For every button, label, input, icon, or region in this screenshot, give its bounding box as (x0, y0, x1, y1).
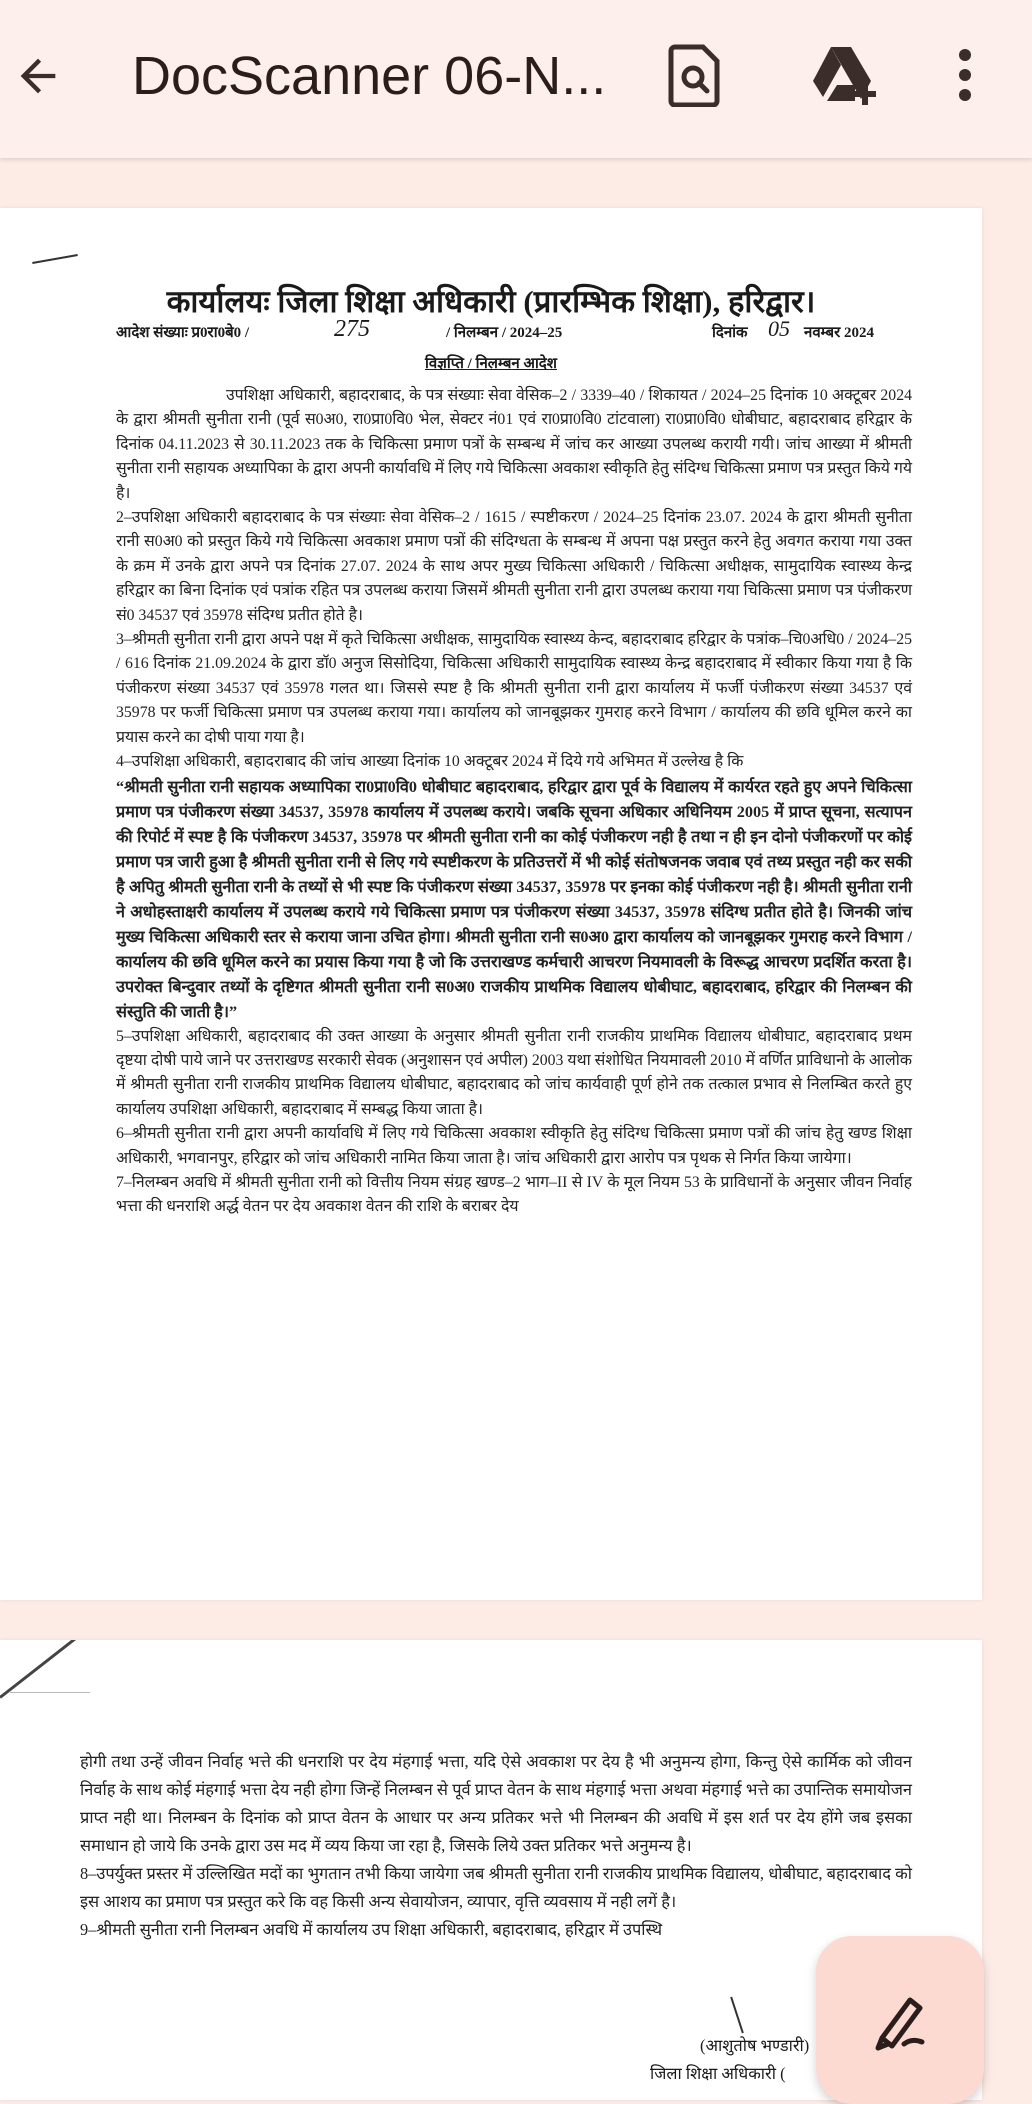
quoted-paragraph: “श्रीमती सुनीता रानी सहायक अध्यापिका रा0प्रा0वि0 धोबीघाट बहादराबाद, हरिद्वार द्वारा पूर्व के विद्यालय में कार्यरत रहते हुए अपने चिकित्सा प्रमाण पत्र पंजीकरण संख्या 34537, 35978 कार्यालय में उपलब्ध कराये। जबकि सूचना अधिकार अधिनियम 2005 में प्राप्त सूचना, सत्यापन की रिपोर्ट में स्पष्ट है कि पंजीकरण 34537, 35978 पर श्रीमती सुनीता रानी का कोई पंजीकरण नही है तथा न ही इन दोनो पंजीकरणों पर कोई प्रमाण पत्र जारी हुआ है श्रीमती सुनीता रानी से लिए गये स्पष्टीकरण के प्रतिउत्तरों में भी कोई संतोषजनक जवाब एवं तथ्य प्रस्तुत नही कर सकी है अपितु श्रीमती सुनीता रानी के तथ्यों से भी स्पष्ट कि पंजीकरण संख्या 34537, 35978 पर इनका कोई पंजीकरण नही है। श्रीमती सुनीता रानी ने अधोहस्ताक्षरी कार्यालय में उपलब्ध कराये गये चिकित्सा प्रमाण पत्र पंजीकरण संख्या 34537, 35978 संदिग्ध प्रतीत होते है। जिनकी जांच मुख्य चिकित्सा अधिकारी स्तर से कराया जाना उचित होगा। श्रीमती सुनीता रानी स0अ0 द्वारा कार्यालय को जानबूझकर गुमराह करने विभाग / कार्यालय की छवि धूमिल करने का प्रयास किया गया है जो कि उत्तराखण्ड कर्मचारी आचरण नियमावली के विरूद्ध आचरण प्रदर्शित करता है। उपरोक्त बिन्दुवार तथ्यों के दृष्टिगत श्रीमती सुनीता रानी स0अ0 राजकीय प्राथमिक विद्यालय धोबीघाट, बहादराबाद, हरिद्वार की निलम्बन की संस्तुति की जाती है।” (116, 777, 912, 1021)
handwritten-date: 05 (768, 316, 790, 341)
date-suffix: नवम्बर 2024 (804, 325, 874, 341)
app-bar (0, 0, 1032, 158)
handwritten-order-number: 275 (334, 316, 370, 342)
more-options-button[interactable] (930, 40, 1000, 110)
search-document-button[interactable] (660, 40, 730, 110)
page-fold-line (10, 1692, 90, 1693)
date-label: दिनांक (712, 325, 748, 341)
paragraph: 7–निलम्बन अवधि में श्रीमती सुनीता रानी को वित्तीय नियम संग्रह खण्ड–2 भाग–II से IV के मूल नियम 53 के प्राविधानों के अनुसार जीवन निर्वाह भत्ता की धनराशि अर्द्ध वेतन पर देय अवकाश वेतन की राशि के बराबर देय (116, 1173, 912, 1216)
more-vert-icon (957, 48, 973, 102)
drive-add-button[interactable] (800, 40, 890, 110)
page-fold-shadow (0, 1640, 95, 1699)
drive-add-icon (809, 43, 881, 107)
paragraph: 4–उपशिक्षा अधिकारी, बहादराबाद की जांच आख्या दिनांक 10 अक्टूबर 2024 में दिये गये अभिमत में उल्लेख है कि (116, 753, 744, 771)
order-number-suffix: / निलम्बन / 2024–25 (446, 325, 563, 341)
signature-name: (आशुतोष भण्डारी) (700, 2036, 810, 2055)
back-button[interactable] (10, 48, 66, 104)
paragraph: उपशिक्षा अधिकारी, बहादराबाद, के पत्र संख्याः सेवा वेसिक–2 / 3339–40 / शिकायत / 2024–25 दिनांक 10 अक्टूबर 2024 के द्वारा श्रीमती सुनीता रानी (पूर्व स0अ0, रा0प्रा0वि0 भेल, सेक्टर नं01 एवं रा0प्रा0वि0 टांटवाला) रा0प्रा0वि0 धोबीघाट, बहादराबाद हरिद्वार के दिनांक 04.11.2023 से 30.11.2023 तक के चिकित्सा प्रमाण पत्रों के सम्बन्ध में जांच कर आख्या उपलब्ध करायी गयी। जांच आख्या में श्रीमती सुनीता रानी सहायक अध्यापिका के द्वारा अपनी कार्यावधि में लिए गये चिकित्सा अवकाश स्वीकृति हेतु संदिग्ध चिकित्सा प्रमाण पत्र प्रस्तुत किये गये है। (116, 387, 912, 502)
paragraph: होगी तथा उन्हें जीवन निर्वाह भत्ते की धनराशि पर देय मंहगाई भत्ता, यदि ऐसे अवकाश पर देय है भी अनुमन्य होगा, किन्तु ऐसे कार्मिक को जीवन निर्वाह के साथ कोई मंहगाई भत्ता देय नही होगा जिन्हें निलम्बन से पूर्व प्राप्त वेतन के साथ मंहगाई भत्ता अथवा मंहगाई भत्ते का उपान्तिक समायोजन प्राप्त नही था। निलम्बन के दिनांक को प्राप्त वेतन के आधार पर अन्य प्रतिकर भत्ते भी निलम्बन की अवधि में इस शर्त पर देय होंगे जब इसका समाधान हो जाये कि उनके द्वारा उस मद में व्यय किया जा रहा है, जिसके लिये उक्त प्रतिकर भत्ते अनुमन्य है। (80, 1752, 912, 1855)
document-title: DocScanner 06-N... (132, 46, 607, 106)
paragraph: 6–श्रीमती सुनीता रानी द्वारा अपनी कार्यावधि में लिए गये चिकित्सा अवकाश स्वीकृति हेतु संदिग्ध चिकित्सा प्रमाण पत्रों की जांच हेतु खण्ड शिक्षा अधिकारी, भगवानपुर, हरिद्वार को जांच अधिकारी नामित किया जाता है। जांच अधिकारी द्वारा आरोप पत्र पृथक से निर्गत किया जायेगा। (116, 1125, 912, 1167)
paragraph: 5–उपशिक्षा अधिकारी, बहादराबाद की उक्त आख्या के अनुसार श्रीमती सुनीता रानी राजकीय प्राथमिक विद्यालय धोबीघाट, बहादराबाद प्रथम दृष्टया दोषी पाये जाने पर उत्तराखण्ड सरकारी सेवक (अनुशासन एवं अपील) 2003 यथा संशोधित नियमावली 2010 में वर्णित प्राविधानो के आलोक में श्रीमती सुनीता रानी राजकीय प्राथमिक विद्यालय धोबीघाट, बहादराबाद को जांच कार्यवाही पूर्ण होने तक तत्काल प्रभाव से निलम्बित करते हुए कार्यालय उपशिक्षा अधिकारी, बहादराबाद में सम्बद्ध किया जाता है। (116, 1027, 912, 1118)
search-document-icon (667, 43, 723, 107)
document-body (116, 384, 912, 1220)
arrow-back-icon (12, 50, 64, 102)
paragraph: 9–श्रीमती सुनीता रानी निलम्बन अवधि में कार्यालय उप शिक्षा अधिकारी, बहादराबाद, हरिद्वार में उपस्थि (80, 1920, 663, 1939)
paragraph: 3–श्रीमती सुनीता रानी द्वारा अपने पक्ष में कृते चिकित्सा अधीक्षक, सामुदायिक स्वास्थ्य केन्द, बहादराबाद हरिद्वार के पत्रांक–चि0अधि0 / 2024–25 / 616 दिनांक 21.09.2024 के द्वारा डॉ0 अनुज सिसोदिया, चिकित्सा अधिकारी सामुदायिक स्वास्थ्य केन्द्र बहादराबाद में स्वीकार किया गया है कि पंजीकरण संख्या 34537 एवं 35978 गलत था। जिससे स्पष्ट है कि श्रीमती सुनीता रानी द्वारा कार्यालय में फर्जी पंजीकरण संख्या 34537 एवं 35978 पर फर्जी चिकित्सा प्रमाण पत्र उपलब्ध कराया गया। कार्यालय को जानबूझकर गुमराह करने विभाग / कार्यालय की छवि धूमिल करने का प्रयास करने का दोषी पाया गया है। (116, 631, 912, 746)
scanned-page-1[interactable] (0, 208, 982, 1600)
signature-title: जिला शिक्षा अधिकारी ( (650, 2064, 786, 2083)
edit-fab-button[interactable] (816, 1936, 984, 2104)
document-body (80, 1748, 912, 1944)
signature-stroke (730, 1997, 744, 2034)
edit-pen-icon (868, 1988, 932, 2052)
paragraph: 2–उपशिक्षा अधिकारी बहादराबाद के पत्र संख्याः सेवा वेसिक–2 / 1615 / स्पष्टीकरण / 2024–25 दिनांक 23.07. 2024 के द्वारा श्रीमती सुनीता रानी स0अ0 को प्रस्तुत किये गये चिकित्सा अवकाश प्रमाण पत्रों की संदिग्धता के सम्बन्ध में अपना पक्ष प्रस्तुत करने हेतु अवगत कराया गया उक्त के क्रम में उनके द्वारा अपने पत्र दिनांक 27.07. 2024 के साथ अपर मुख्य चिकित्सा अधिकारी / चिकित्सा अधीक्षक, सामुदायिक स्वास्थ्य केन्द्र हरिद्वार का बिना दिनांक एवं पत्रांक रहित पत्र उपलब्ध कराया जिसमें श्रीमती सुनीता रानी द्वारा उपलब्ध कराया गया चिकित्सा प्रमाण पत्र पंजीकरण सं0 34537 एवं 35978 संदिग्ध प्रतीत होते है। (116, 509, 912, 624)
paragraph: 8–उपर्युक्त प्रस्तर में उल्लिखित मदों का भुगतान तभी किया जायेगा जब श्रीमती सुनीता रानी राजकीय प्राथमिक विद्यालय, धोबीघाट, बहादराबाद को इस आशय का प्रमाण पत्र प्रस्तुत करे कि वह किसी अन्य सेवायोजन, व्यापार, वृत्ति व्यवसाय में नही लगें है। (80, 1864, 912, 1911)
document-heading: कार्यालयः जिला शिक्षा अधिकारी (प्रारम्भिक शिक्षा), हरिद्वार। (166, 284, 816, 319)
order-number-label: आदेश संख्याः प्र0रा0बे0 / (116, 325, 250, 341)
pen-mark (32, 254, 78, 264)
document-subject: विज्ञप्ति / निलम्बन आदेश (425, 356, 557, 372)
